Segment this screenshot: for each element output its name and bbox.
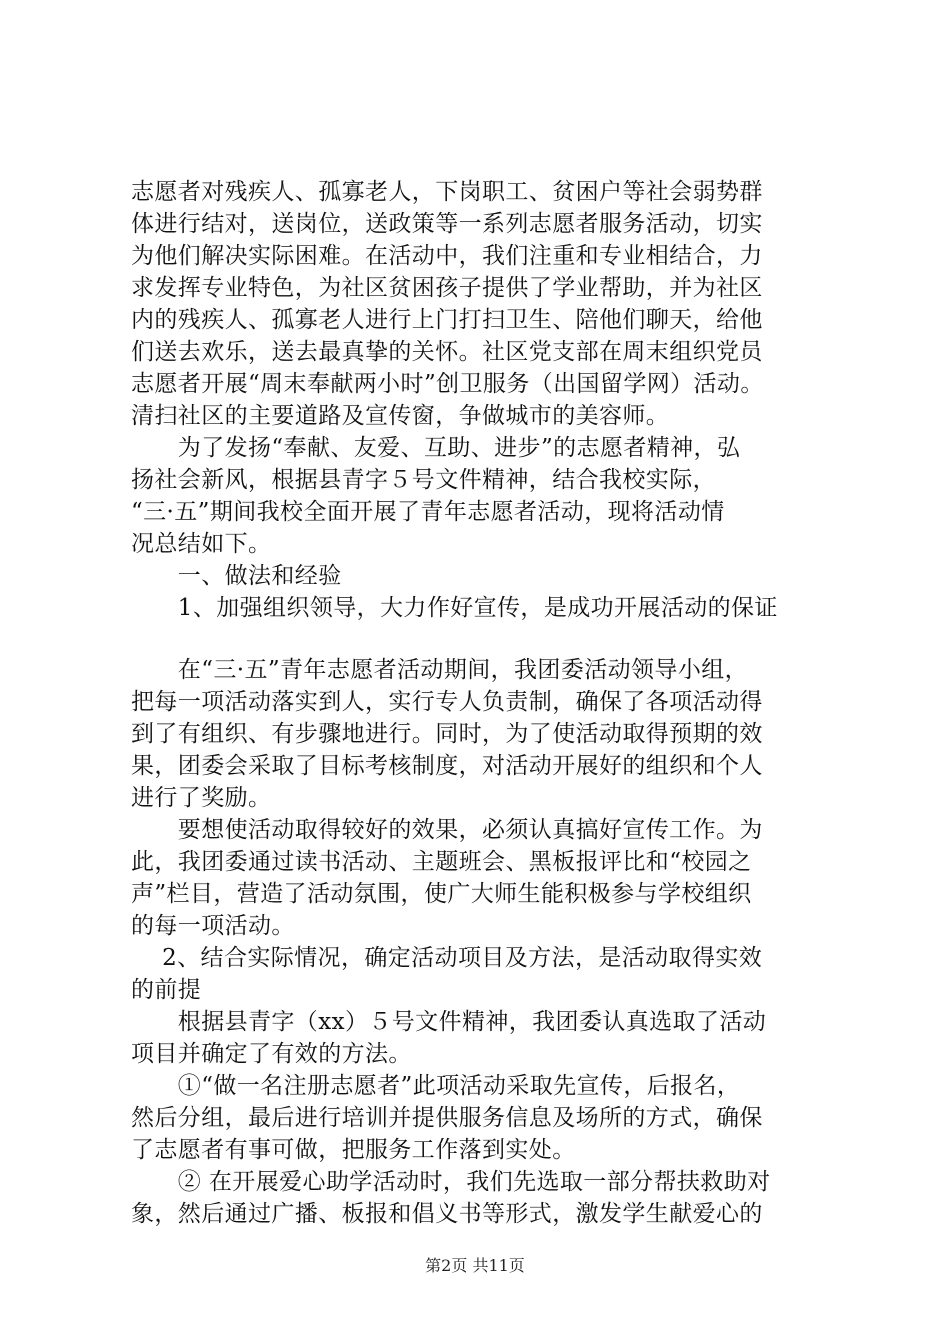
page-number-footer: 第2页 共11页 — [425, 1256, 525, 1275]
text-line: 况总结如下。 — [131, 531, 272, 557]
text-line: 根据县青字（xx）５号文件精神，我团委认真选取了活动 — [131, 1009, 767, 1035]
subsection-heading: 1、加强组织领导，大力作好宣传，是成功开展活动的保证 — [131, 595, 778, 621]
text-line: 项目并确定了有效的方法。 — [131, 1041, 412, 1067]
text-line: ①“做一名注册志愿者”此项活动采取先宣传，后报名， — [131, 1073, 741, 1099]
text-line: 果，团委会采取了目标考核制度，对活动开展好的组织和个人 — [131, 753, 763, 779]
text-line: 的每一项活动。 — [131, 913, 295, 939]
text-line: 体进行结对，送岗位，送政策等一系列志愿者服务活动，切实 — [131, 211, 763, 237]
document-body — [131, 176, 841, 1230]
text-line: 在“三·五”青年志愿者活动期间，我团委活动领导小组， — [131, 657, 749, 683]
text-line: 到了有组织、有步骤地进行。同时，为了使活动取得预期的效 — [131, 721, 763, 747]
text-line: 清扫社区的主要道路及宣传窗，争做城市的美容师。 — [131, 403, 670, 429]
text-line: 声”栏目，营造了活动氛围，使广大师生能积极参与学校组织 — [131, 881, 752, 907]
text-line: 的前提 — [131, 977, 202, 1003]
text-line: 为他们解决实际困难。在活动中，我们注重和专业相结合，力 — [131, 243, 763, 269]
text-line: 内的残疾人、孤寡老人进行上门打扫卫生、陪他们聊天，给他 — [131, 307, 763, 333]
text-line: 要想使活动取得较好的效果，必须认真搞好宣传工作。为 — [131, 817, 763, 843]
text-line: 此，我团委通过读书活动、主题班会、黑板报评比和“校园之 — [131, 849, 752, 875]
text-line: ② 在开展爱心助学活动时，我们先选取一部分帮扶救助对 — [131, 1169, 771, 1195]
text-line: 们送去欢乐，送去最真挚的关怀。社区党支部在周末组织党员 — [131, 339, 763, 365]
text-line: 进行了奖励。 — [131, 785, 272, 811]
text-line: 象，然后通过广播、板报和倡义书等形式，激发学生献爱心的 — [131, 1201, 763, 1227]
text-line: 了志愿者有事可做，把服务工作落到实处。 — [131, 1137, 576, 1163]
paragraph-gap — [131, 624, 841, 654]
text-line: 志愿者对残疾人、孤寡老人，下岗职工、贫困户等社会弱势群 — [131, 179, 763, 205]
text-line: “三·五”期间我校全面开展了青年志愿者活动，现将活动情 — [131, 499, 725, 525]
text-line: 把每一项活动落实到人，实行专人负责制，确保了各项活动得 — [131, 689, 763, 715]
text-line: 为了发扬“奉献、友爱、互助、进步”的志愿者精神，弘 — [131, 435, 741, 461]
text-line: 扬社会新风，根据县青字５号文件精神，结合我校实际， — [131, 467, 716, 493]
section-heading: 一、做法和经验 — [131, 563, 342, 589]
text-line: 然后分组，最后进行培训并提供服务信息及场所的方式，确保 — [131, 1105, 763, 1131]
subsection-heading: 2、结合实际情况，确定活动项目及方法，是活动取得实效 — [131, 945, 763, 971]
text-line: 求发挥专业特色，为社区贫困孩子提供了学业帮助，并为社区 — [131, 275, 763, 301]
text-line: 志愿者开展“周末奉献两小时”创卫服务（出国留学网）活动。 — [131, 371, 764, 397]
